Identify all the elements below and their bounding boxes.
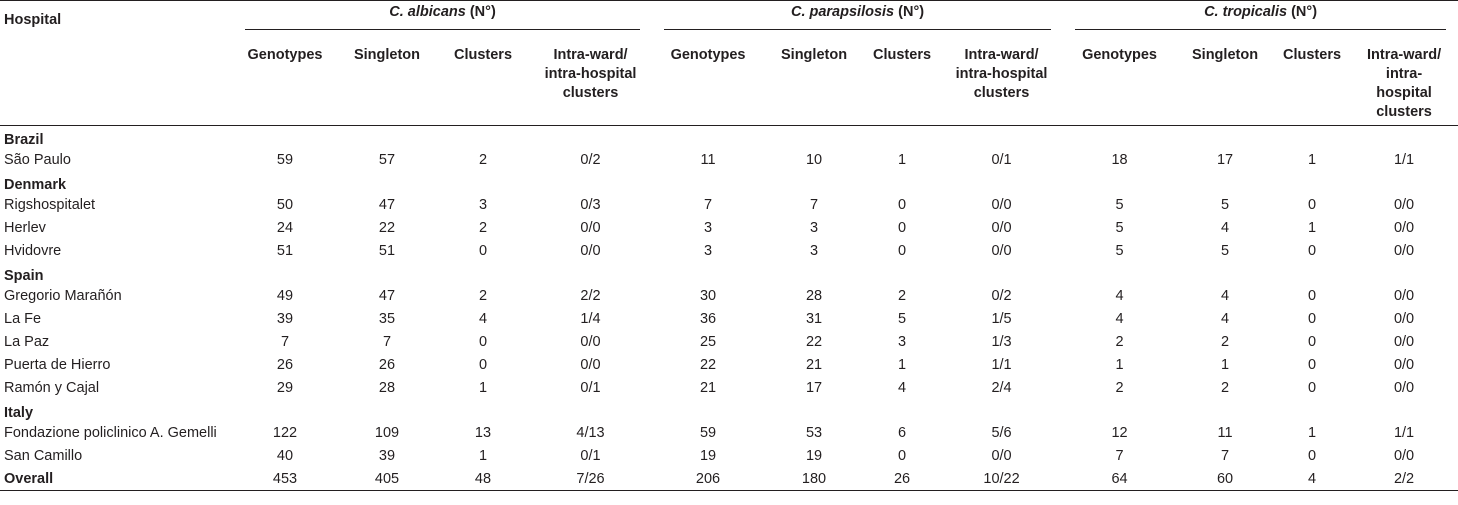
table-cell: 2 bbox=[1220, 379, 1230, 396]
table-cell: 48 bbox=[437, 467, 529, 491]
header-species-parapsilosis bbox=[652, 1, 1063, 34]
table-cell: 19 bbox=[699, 447, 717, 464]
table-cell: 21 bbox=[805, 356, 823, 373]
table-cell: 0/0 bbox=[1393, 196, 1415, 213]
table-cell: 10/22 bbox=[940, 467, 1063, 491]
subheader-singleton: Singleton bbox=[353, 47, 421, 63]
table-row bbox=[0, 284, 1458, 307]
table-cell: 0/0 bbox=[1393, 219, 1415, 236]
subheader-clusters: Clusters bbox=[873, 47, 932, 63]
table-cell: 0 bbox=[897, 196, 907, 213]
table-cell: 31 bbox=[805, 310, 823, 327]
table-cell: 2 bbox=[1115, 379, 1124, 396]
table-cell: 22 bbox=[378, 219, 396, 236]
table-cell: 0 bbox=[478, 356, 488, 373]
table-cell: 3 bbox=[897, 333, 907, 350]
table-cell: 1 bbox=[478, 447, 488, 464]
table-row bbox=[0, 216, 1458, 239]
table-cell: 53 bbox=[805, 424, 823, 441]
table-cell: 0 bbox=[1307, 310, 1317, 327]
table-cell: 12 bbox=[1111, 424, 1128, 441]
table-cell: 3 bbox=[478, 196, 488, 213]
table-cell: 3 bbox=[703, 242, 713, 259]
overall-row bbox=[0, 467, 1458, 491]
table-cell: 0/0 bbox=[1393, 310, 1415, 327]
subheader-clusters: Clusters bbox=[453, 47, 513, 63]
table-cell: 51 bbox=[276, 242, 294, 259]
table-cell: 51 bbox=[378, 242, 396, 259]
table-cell: 4 bbox=[1274, 467, 1350, 491]
table-cell: 1 bbox=[1220, 356, 1230, 373]
table-cell: 5 bbox=[1115, 219, 1124, 236]
species-suffix: (N°) bbox=[465, 4, 496, 20]
table-cell: 0 bbox=[897, 447, 907, 464]
table-cell: 4/13 bbox=[576, 424, 605, 441]
table-cell: 22 bbox=[805, 333, 823, 350]
table-cell: 47 bbox=[378, 287, 396, 304]
subheader-genotypes: Genotypes bbox=[247, 47, 323, 63]
table-cell: 22 bbox=[699, 356, 717, 373]
table-cell: 19 bbox=[805, 447, 823, 464]
table-cell: 21 bbox=[699, 379, 717, 396]
table-cell: 0/0 bbox=[1393, 356, 1415, 373]
table-row bbox=[0, 239, 1458, 262]
hospital-name: San Camillo bbox=[4, 447, 83, 464]
table-cell: 64 bbox=[1063, 467, 1176, 491]
table-cell: 0/0 bbox=[991, 242, 1012, 259]
table-row bbox=[0, 330, 1458, 353]
table-cell: 1/3 bbox=[991, 333, 1012, 350]
table-cell: 7 bbox=[809, 196, 819, 213]
header-species-tropicalis bbox=[1063, 1, 1458, 34]
table-cell: 1/1 bbox=[991, 356, 1012, 373]
table-cell: 0 bbox=[478, 242, 488, 259]
subheader-genotypes: Genotypes bbox=[1082, 47, 1157, 63]
table-cell: 17 bbox=[805, 379, 823, 396]
hospital-name: Herlev bbox=[4, 219, 46, 236]
table-cell: 0/1 bbox=[580, 447, 601, 464]
table-cell: 0/0 bbox=[580, 333, 601, 350]
table-cell: 35 bbox=[378, 310, 396, 327]
hospital-name: Overall bbox=[0, 467, 233, 491]
table-row bbox=[0, 307, 1458, 330]
table-cell: 2 bbox=[897, 287, 907, 304]
table-cell: 0 bbox=[1307, 287, 1317, 304]
table-cell: 0/0 bbox=[1393, 242, 1415, 259]
country-row bbox=[0, 262, 1458, 284]
table-row bbox=[0, 444, 1458, 467]
table-cell: 1 bbox=[1115, 356, 1124, 373]
header-hospital: Hospital bbox=[4, 12, 62, 28]
table-cell: 50 bbox=[276, 196, 294, 213]
table-cell: 0 bbox=[1307, 196, 1317, 213]
hospital-name: Ramón y Cajal bbox=[4, 379, 100, 396]
species-name: C. parapsilosis bbox=[790, 4, 895, 20]
table-cell: 26 bbox=[864, 467, 940, 491]
table-cell: 453 bbox=[233, 467, 337, 491]
table-cell: 109 bbox=[374, 424, 400, 441]
table-cell: 0/0 bbox=[580, 219, 601, 236]
subheader-genotypes: Genotypes bbox=[670, 47, 746, 63]
table-cell: 0 bbox=[1307, 379, 1317, 396]
table-row bbox=[0, 376, 1458, 399]
table-cell: 0/0 bbox=[991, 219, 1012, 236]
table-cell: 1/5 bbox=[991, 310, 1012, 327]
table-cell: 11 bbox=[1217, 424, 1233, 441]
table-cell: 0 bbox=[478, 333, 488, 350]
table-row bbox=[0, 148, 1458, 171]
subheader-intra-clusters: Intra-ward/ intra-hospital clusters bbox=[544, 47, 637, 101]
table-cell: 0/0 bbox=[580, 242, 601, 259]
subheader-singleton: Singleton bbox=[1192, 47, 1259, 63]
table-cell: 1 bbox=[1307, 219, 1317, 236]
table-cell: 0/1 bbox=[991, 151, 1012, 168]
table-cell: 47 bbox=[378, 196, 396, 213]
country-label: Spain bbox=[4, 268, 44, 284]
table-row bbox=[0, 193, 1458, 216]
table-cell: 0 bbox=[897, 242, 907, 259]
table-cell: 0/0 bbox=[1393, 287, 1415, 304]
table-cell: 0 bbox=[1307, 447, 1317, 464]
country-row bbox=[0, 399, 1458, 421]
table-cell: 0/2 bbox=[580, 151, 601, 168]
table-cell: 25 bbox=[699, 333, 717, 350]
table-cell: 0/1 bbox=[580, 379, 601, 396]
table-cell: 2 bbox=[1115, 333, 1124, 350]
table-cell: 2/2 bbox=[1350, 467, 1458, 491]
table-cell: 2/2 bbox=[580, 287, 601, 304]
table-cell: 40 bbox=[276, 447, 294, 464]
table-cell: 26 bbox=[276, 356, 294, 373]
table-cell: 0/0 bbox=[1393, 333, 1415, 350]
table-cell: 5 bbox=[897, 310, 907, 327]
table-cell: 3 bbox=[809, 219, 819, 236]
table-cell: 1 bbox=[1307, 424, 1317, 441]
table-cell: 0/0 bbox=[1393, 379, 1415, 396]
subheader-intra-clusters: Intra-ward/ intra-hospital clusters bbox=[1366, 47, 1442, 120]
species-suffix: (N°) bbox=[894, 4, 925, 20]
table-cell: 3 bbox=[809, 242, 819, 259]
table-cell: 0/0 bbox=[991, 196, 1012, 213]
table-cell: 59 bbox=[276, 151, 294, 168]
hospital-name: Hvidovre bbox=[4, 242, 62, 259]
table-cell: 7/26 bbox=[529, 467, 652, 491]
table-cell: 4 bbox=[1220, 310, 1230, 327]
table-cell: 5 bbox=[1220, 196, 1230, 213]
hospital-name: Rigshospitalet bbox=[4, 196, 96, 213]
table-cell: 0/0 bbox=[1393, 447, 1415, 464]
table-cell: 39 bbox=[276, 310, 294, 327]
table-cell: 1 bbox=[897, 356, 907, 373]
table-cell: 60 bbox=[1176, 467, 1274, 491]
table-cell: 0 bbox=[1307, 242, 1317, 259]
hospital-name: Gregorio Marañón bbox=[4, 287, 122, 304]
table-cell: 4 bbox=[897, 379, 907, 396]
table-cell: 0/3 bbox=[580, 196, 601, 213]
table-cell: 7 bbox=[1220, 447, 1230, 464]
header-species-albicans bbox=[233, 1, 652, 34]
country-label: Brazil bbox=[4, 132, 44, 148]
table-row bbox=[0, 421, 1458, 444]
country-row bbox=[0, 126, 1458, 149]
table-cell: 5 bbox=[1115, 242, 1124, 259]
table-cell: 39 bbox=[378, 447, 396, 464]
species-suffix: (N°) bbox=[1287, 4, 1318, 20]
table-cell: 2 bbox=[1220, 333, 1230, 350]
table-cell: 26 bbox=[378, 356, 396, 373]
table-cell: 11 bbox=[700, 151, 716, 168]
table-cell: 10 bbox=[805, 151, 823, 168]
table-cell: 30 bbox=[699, 287, 717, 304]
table-cell: 7 bbox=[703, 196, 713, 213]
table-cell: 4 bbox=[1220, 287, 1230, 304]
table-cell: 28 bbox=[805, 287, 823, 304]
country-row bbox=[0, 171, 1458, 193]
table-cell: 1 bbox=[478, 379, 488, 396]
table-cell: 2 bbox=[478, 219, 488, 236]
table-cell: 29 bbox=[276, 379, 294, 396]
table-cell: 405 bbox=[337, 467, 437, 491]
table-row bbox=[0, 353, 1458, 376]
table-cell: 7 bbox=[280, 333, 290, 350]
table-cell: 7 bbox=[382, 333, 392, 350]
country-label: Italy bbox=[4, 405, 34, 421]
table-cell: 5 bbox=[1115, 196, 1124, 213]
table-cell: 2 bbox=[478, 151, 488, 168]
table-cell: 180 bbox=[764, 467, 864, 491]
table-cell: 0/2 bbox=[991, 287, 1012, 304]
table-cell: 0 bbox=[1307, 333, 1317, 350]
table-cell: 122 bbox=[272, 424, 298, 441]
hospital-name: Puerta de Hierro bbox=[4, 356, 111, 373]
table-cell: 4 bbox=[1115, 287, 1124, 304]
table-cell: 36 bbox=[699, 310, 717, 327]
table-cell: 5/6 bbox=[991, 424, 1012, 441]
table-cell: 2 bbox=[478, 287, 488, 304]
table-cell: 2/4 bbox=[991, 379, 1012, 396]
table-cell: 4 bbox=[478, 310, 488, 327]
table-cell: 1 bbox=[897, 151, 907, 168]
table-cell: 28 bbox=[378, 379, 396, 396]
table-cell: 3 bbox=[703, 219, 713, 236]
table-cell: 206 bbox=[652, 467, 764, 491]
table-cell: 5 bbox=[1220, 242, 1230, 259]
table-cell: 17 bbox=[1216, 151, 1234, 168]
species-name: C. albicans bbox=[389, 4, 466, 20]
table-cell: 1/1 bbox=[1393, 424, 1415, 441]
table-cell: 49 bbox=[276, 287, 294, 304]
table-cell: 59 bbox=[699, 424, 717, 441]
table-cell: 0/0 bbox=[580, 356, 601, 373]
table-cell: 6 bbox=[897, 424, 907, 441]
table-cell: 1/4 bbox=[580, 310, 601, 327]
table-cell: 0 bbox=[1307, 356, 1317, 373]
table-cell: 57 bbox=[378, 151, 396, 168]
subheader-intra-clusters: Intra-ward/ intra-hospital clusters bbox=[955, 47, 1048, 101]
hospital-name: La Fe bbox=[4, 310, 42, 327]
table-cell: 1/1 bbox=[1393, 151, 1415, 168]
table-cell: 0 bbox=[897, 219, 907, 236]
table-cell: 18 bbox=[1111, 151, 1128, 168]
table-cell: 24 bbox=[276, 219, 294, 236]
table-cell: 13 bbox=[474, 424, 492, 441]
table-cell: 1 bbox=[1307, 151, 1317, 168]
table-cell: 0/0 bbox=[991, 447, 1012, 464]
subheader-singleton: Singleton bbox=[781, 47, 848, 63]
subheader-clusters: Clusters bbox=[1283, 47, 1342, 63]
hospital-name: La Paz bbox=[4, 333, 50, 350]
country-label: Denmark bbox=[4, 177, 67, 193]
table-cell: 7 bbox=[1115, 447, 1124, 464]
species-name: C. tropicalis bbox=[1204, 4, 1288, 20]
table-cell: 4 bbox=[1115, 310, 1124, 327]
hospital-name: Fondazione policlinico A. Gemelli bbox=[4, 424, 217, 441]
hospital-name: São Paulo bbox=[4, 151, 71, 168]
table-cell: 4 bbox=[1220, 219, 1230, 236]
